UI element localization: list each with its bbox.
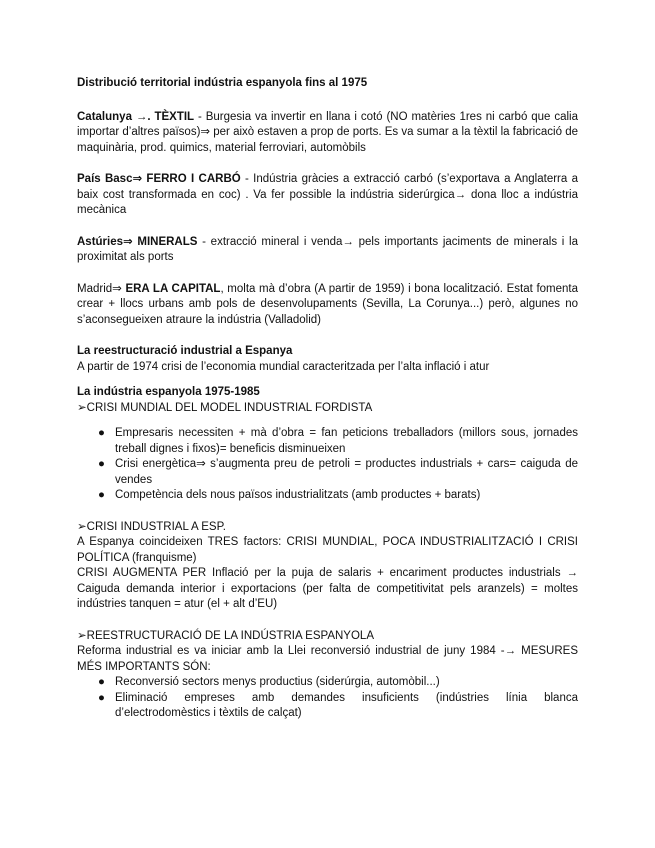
document-page — [77, 76, 578, 722]
list-item: ● Competència dels nous països industrialitzats (amb productes + barats) — [77, 488, 578, 504]
bullet-icon: ● — [98, 458, 105, 470]
region-text: , molta mà d’obra (A partir de 1959) i bona localització. Estat fomenta crear + llocs urbans amb pols de desenvolupaments (Sevilla, La Corunya...) però, algunes no s’aconsegueixen atraure la indústria (Valladolid) — [77, 282, 579, 326]
reform-text: Reforma industrial es va iniciar amb la Llei reconversió industrial de juny 1984 -→ MESURES MÉS IMPORTANTS SÓN: — [77, 645, 578, 673]
list-item: ● Eliminació empreses amb demandes insuficients (indústries línia blanca d’electrodomèstics i tèxtils de calçat) — [98, 691, 578, 719]
period-heading: La indústria espanyola 1975-1985 — [77, 386, 260, 398]
crisis-spain-heading: ➢CRISI INDUSTRIAL A ESP. — [77, 520, 226, 533]
bullet-icon: ● — [98, 691, 105, 704]
region-pre: Madrid⇒ — [77, 282, 126, 295]
crisis-world-heading: ➢CRISI MUNDIAL DEL MODEL INDUSTRIAL FORDISTA — [77, 401, 373, 414]
crisis-spain-factors: A Espanya coincideixen TRES factors: CRISI MUNDIAL, POCA INDUSTRIALITZACIÓ I CRISI POLÍTICA (franquisme) — [77, 536, 578, 564]
restructuring-text: A partir de 1974 crisi de l’economia mundial caracteritzada per l’alta inflació i atur — [77, 360, 490, 373]
crisis-world-list — [77, 426, 578, 504]
region-pais-basc — [77, 172, 578, 219]
document-title: Distribució territorial indústria espanyola fins al 1975 — [77, 77, 368, 89]
bullet-icon: ● — [98, 427, 105, 439]
list-item: ● Empresaris necessiten + mà d’obra = fan peticions treballadors (millors sous, jornades treball dignes i fixos)= beneficis disminueixen — [98, 427, 578, 455]
crisis-spain-causes: CRISI AUGMENTA PER Inflació per la puja de salaris + encariment productes industrials → Caiguda demanda interior i exportacions (per falta de competitivitat pels aranzels) = moltes indústries tanquen = atur (el + alt d’EU) — [77, 567, 578, 610]
restructuring-heading: La reestructuració industrial a Espanya — [77, 345, 293, 357]
reform-heading: ➢REESTRUCTURACIÓ DE LA INDÚSTRIA ESPANYOLA — [77, 629, 374, 642]
region-text: - Burgesia va invertir en llana i cotó (NO matèries 1res ni carbó que calia importar d’altres països)⇒ per això estaven a prop de ports. Es va sumar a la tèxtil la fabricació de maquinària, prod. quimics, material ferroviari, automòbils — [77, 110, 578, 154]
region-asturies — [77, 235, 578, 266]
region-madrid — [77, 282, 578, 329]
list-item: ● Reconversió sectors menys productius (siderúrgia, automòbil...) — [77, 675, 578, 691]
region-text: - Indústria gràcies a extracció carbó (s’exportava a Anglaterra a baix cost transformada en coc) . Va fer possible la indústria siderúrgica→ dona lloc a indústria mecànica — [77, 173, 578, 216]
region-lead: País Basc⇒ FERRO I CARBÓ — [77, 173, 241, 185]
bullet-icon: ● — [98, 489, 105, 501]
region-lead: Catalunya →. TÈXTIL — [77, 110, 195, 123]
reform-list — [77, 675, 578, 722]
bullet-icon: ● — [98, 676, 105, 688]
region-catalunya — [77, 110, 578, 157]
region-text: - extracció mineral i venda→ pels importants jaciments de minerals i la proximitat als ports — [77, 235, 578, 263]
region-lead: ERA LA CAPITAL — [125, 282, 221, 295]
region-lead: Astúries⇒ MINERALS — [77, 235, 198, 248]
list-item: ● Crisi energètica⇒ s’augmenta preu de petroli = productes industrials + cars= caiguda de vendes — [98, 458, 578, 486]
